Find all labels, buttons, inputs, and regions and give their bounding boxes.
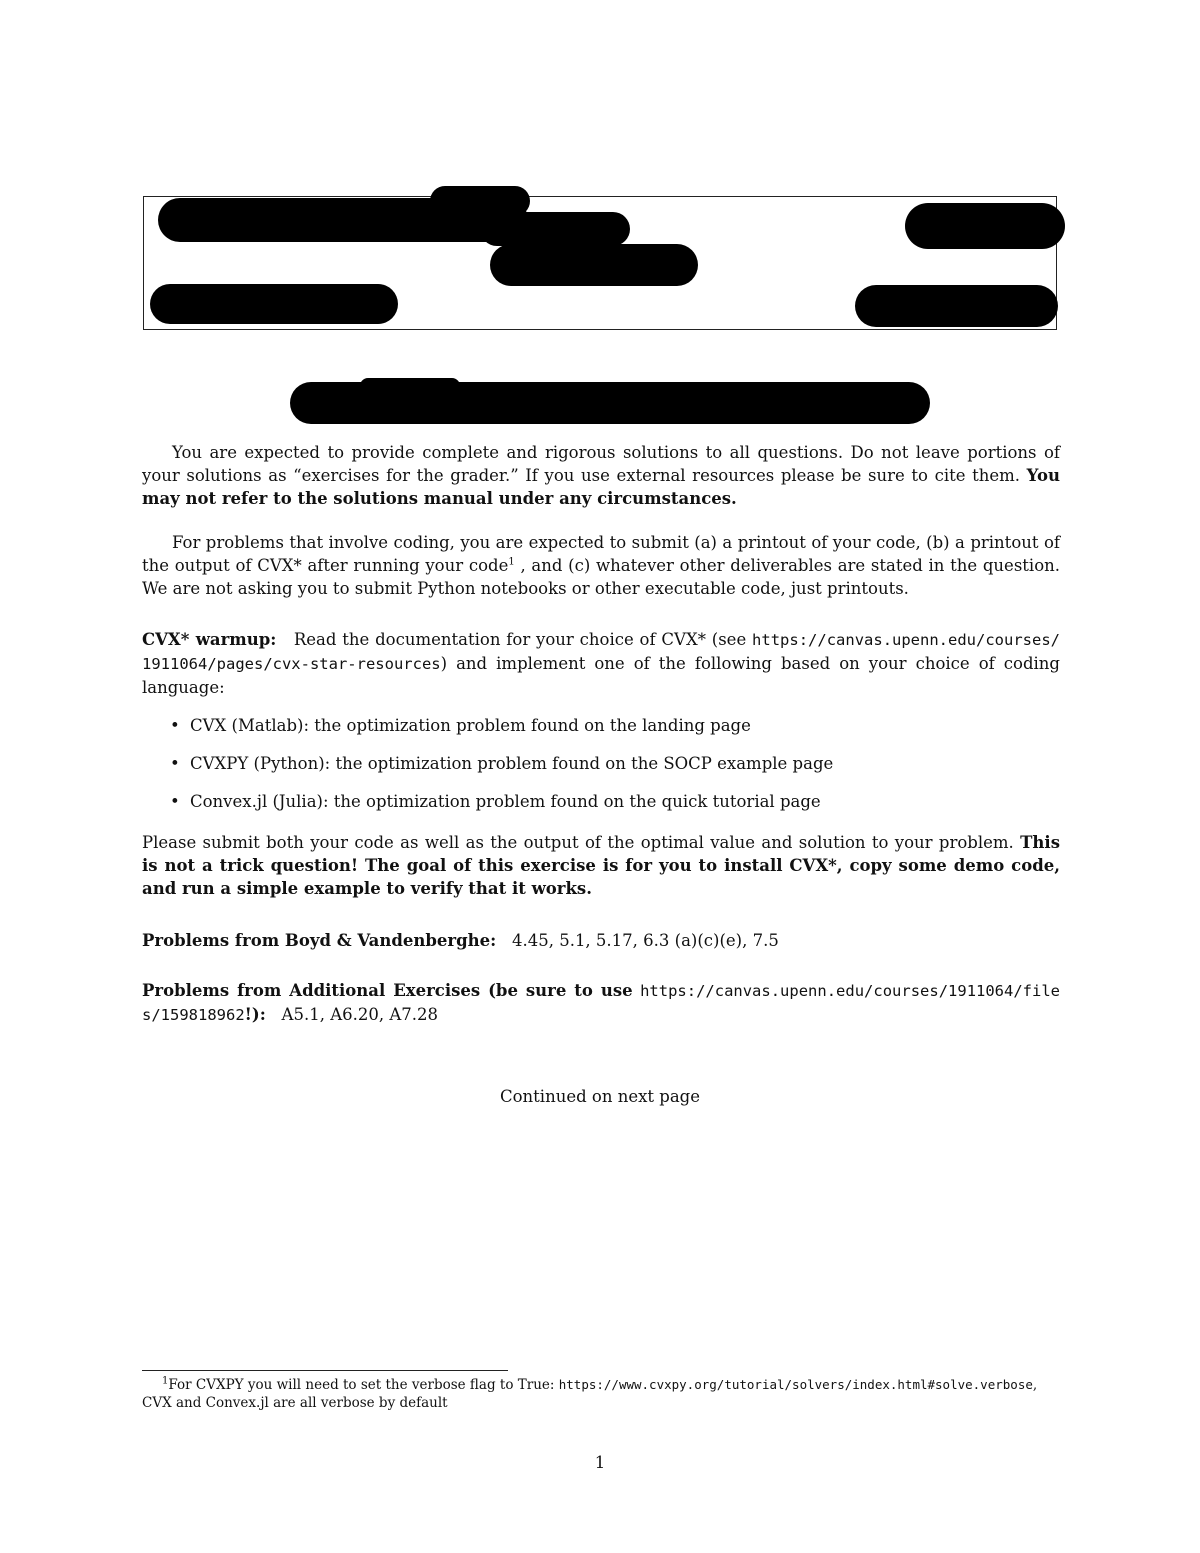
coding-text-b: , and (c) whatever other deliverables are stated in the question. We are not asking you to submit Python notebooks or other executable code, just printouts. [142, 556, 1060, 598]
intro-paragraph [142, 441, 1060, 510]
list-item [170, 752, 1050, 790]
list-item-text: CVX (Matlab): the optimization problem found on the landing page [190, 716, 751, 735]
additional-problem-list: A5.1, A6.20, A7.28 [281, 1005, 438, 1024]
boyd-problem-list: 4.45, 5.1, 5.17, 6.3 (a)(c)(e), 7.5 [511, 931, 779, 950]
intro-text: You are expected to provide complete and rigorous solutions to all questions. Do not leave portions of your solutions as “exercises for the grader.” If you use external resources please be sure to cite them. [142, 443, 1060, 485]
footnote-number: 1 [162, 1375, 169, 1387]
footnote-marker[interactable]: 1 [508, 556, 515, 568]
additional-exercises-link[interactable]: https://canvas.upenn.edu/courses/1911064/files/159818962 [142, 982, 1061, 1024]
warmup-note-text: Please submit both your code as well as the output of the optimal value and solution to your problem. [142, 833, 1021, 852]
coding-text-a: For problems that involve coding, you are expected to submit (a) a printout of your code, (b) a printout of the output of CVX* after running your code [142, 533, 1060, 575]
redaction-mark [150, 284, 398, 324]
list-item-text: Convex.jl (Julia): the optimization problem found on the quick tutorial page [190, 792, 821, 811]
boyd-heading: Problems from Boyd & Vandenberghe: [142, 931, 497, 950]
additional-heading-a: Problems from Additional Exercises (be sure to use [142, 981, 633, 1000]
additional-exercises-section [142, 979, 1060, 1027]
warmup-note-bold: This is not a trick question! The goal of this exercise is for you to install CVX*, copy some demo code, and run a simple example to verify that it works. [142, 833, 1060, 898]
warmup-text-b: ) and implement one of the following based on your choice of coding language: [142, 654, 1060, 697]
language-options-list [170, 714, 1050, 828]
redaction-mark [905, 203, 1065, 249]
cvx-warmup-section [142, 628, 1060, 699]
list-item [170, 790, 1050, 828]
footnote [142, 1376, 1060, 1412]
page-number: 1 [594, 1453, 606, 1472]
warmup-text-a: Read the documentation for your choice of CVX* (see [293, 630, 753, 649]
redaction-mark [360, 378, 460, 394]
footnote-divider [142, 1370, 508, 1371]
redaction-mark [855, 285, 1058, 327]
cvxpy-verbose-link[interactable]: https://www.cvxpy.org/tutorial/solvers/index.html#solve.verbose [558, 1377, 1033, 1392]
warmup-note-paragraph [142, 831, 1060, 900]
boyd-problems-section [142, 929, 1060, 952]
bullet-icon: • [170, 716, 180, 735]
footnote-text-a: For CVXPY you will need to set the verbose flag to True: [168, 1377, 559, 1393]
bullet-icon: • [170, 792, 180, 811]
footnote-text-b: , CVX and Convex.jl are all verbose by default [142, 1377, 1038, 1411]
bullet-icon: • [170, 754, 180, 773]
cvx-warmup-heading: CVX* warmup: [142, 630, 277, 649]
redaction-mark [480, 212, 630, 246]
list-item [170, 714, 1050, 752]
continued-notice: Continued on next page [499, 1087, 701, 1106]
redaction-mark [490, 244, 698, 286]
intro-bold-warning: You may not refer to the solutions manual under any circumstances. [142, 466, 1060, 508]
list-item-text: CVXPY (Python): the optimization problem found on the SOCP example page [190, 754, 834, 773]
cvx-resources-link[interactable]: https://canvas.upenn.edu/courses/1911064/pages/cvx-star-resources [142, 631, 1060, 673]
coding-instructions-paragraph [142, 531, 1060, 600]
additional-heading-b: !): [244, 1005, 266, 1024]
